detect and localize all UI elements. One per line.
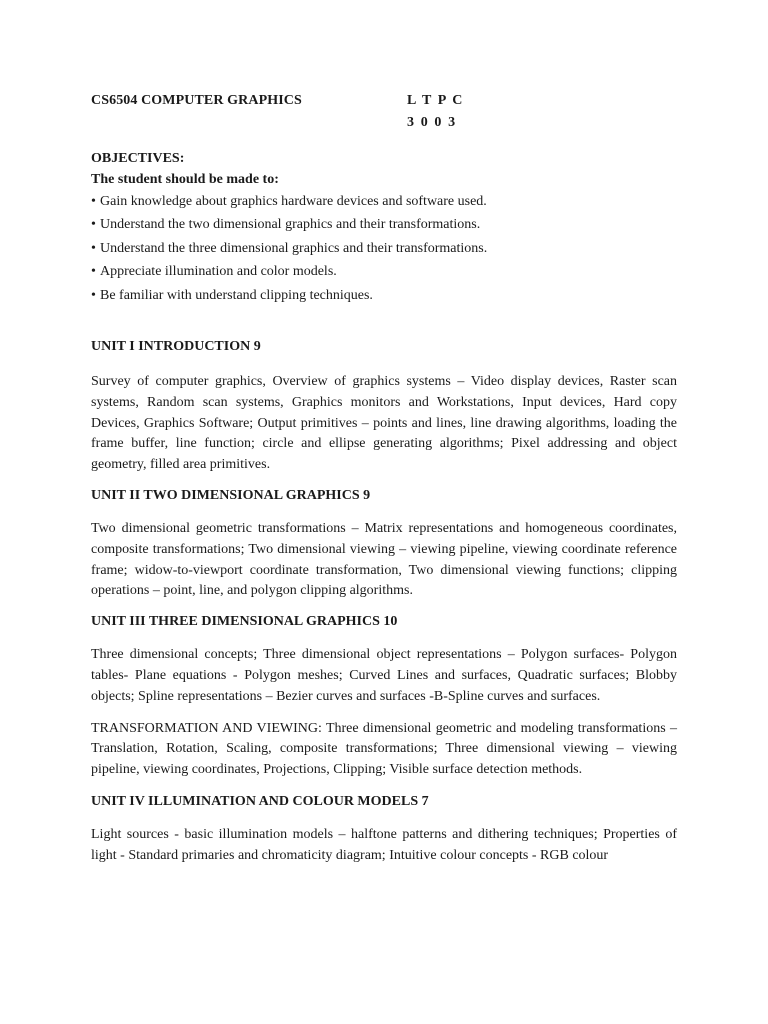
unit-4-heading: UNIT IV ILLUMINATION AND COLOUR MODELS 7	[91, 793, 429, 809]
unit-2-body: Two dimensional geometric transformations – Matrix representations and homogeneous coordinates, composite transformations; Two dimensional viewing – viewing pipeline, viewing coordinate reference frame; widow-to-viewport coordinate transformation, Two dimensional viewing functions; clipping operations – point, line, and polygon clipping algorithms.	[91, 521, 677, 599]
objective-text: Gain knowledge about graphics hardware devices and software used.	[100, 194, 487, 209]
list-item	[91, 284, 677, 307]
ltpc-label: L T P C	[407, 93, 464, 108]
syllabus-page	[91, 90, 677, 867]
objectives-intro: The student should be made to:	[91, 172, 279, 187]
objectives-heading: OBJECTIVES:	[91, 151, 185, 166]
objectives-section	[91, 148, 677, 307]
list-item	[91, 190, 677, 213]
course-header	[91, 90, 677, 134]
list-item	[91, 260, 677, 283]
objectives-list	[91, 190, 677, 307]
bullet-icon: •	[91, 194, 96, 209]
unit-2-heading: UNIT II TWO DIMENSIONAL GRAPHICS 9	[91, 488, 371, 504]
list-item	[91, 213, 677, 236]
unit-3-heading: UNIT III THREE DIMENSIONAL GRAPHICS 10	[91, 614, 398, 630]
bullet-icon: •	[91, 264, 96, 280]
unit-1-body: Survey of computer graphics, Overview of graphics systems – Video display devices, Raster scan systems, Random scan systems, Graphics monitors and Workstations, Input devices, Hard copy Devices, Graphics Software; Output primitives – points and lines, line drawing algorithms, loading the frame buffer, line function; circle and ellipse generating algorithms; Pixel addressing and object geometry, filled area primitives.	[91, 374, 677, 473]
unit-3-body-transformation: TRANSFORMATION AND VIEWING: Three dimensional geometric and modeling transformations – Translation, Rotation, Scaling, composite transformations; Three dimensional viewing – viewing pipeline, viewing coordinates, Projections, Clipping; Visible surface detection methods.	[91, 720, 677, 778]
objective-text: Understand the three dimensional graphics and their transformations.	[100, 240, 488, 256]
course-title: CS6504 COMPUTER GRAPHICS	[91, 93, 302, 108]
objective-text: Be familiar with understand clipping techniques.	[100, 287, 373, 303]
ltpc-values: 3 0 0 3	[407, 115, 457, 130]
unit-4-body: Light sources - basic illumination models – halftone patterns and dithering techniques; Properties of light - Standard primaries and chromaticity diagram; Intuitive colour concepts - RGB colour	[91, 826, 677, 863]
list-item	[91, 237, 677, 260]
objective-text: Appreciate illumination and color models.	[100, 264, 337, 280]
bullet-icon: •	[91, 217, 96, 233]
bullet-icon: •	[91, 287, 96, 303]
objective-text: Understand the two dimensional graphics and their transformations.	[100, 217, 481, 233]
bullet-icon: •	[91, 240, 96, 256]
unit-1-heading: UNIT I INTRODUCTION 9	[91, 339, 261, 355]
ltpc-block	[407, 90, 464, 134]
unit-3-body: Three dimensional concepts; Three dimensional object representations – Polygon surfaces- Polygon tables- Plane equations - Polygon meshes; Curved Lines and surfaces, Quadratic surfaces; Blobby objects; Spline representations – Bezier curves and surfaces -B-Spline curves and surfaces.	[91, 647, 677, 704]
